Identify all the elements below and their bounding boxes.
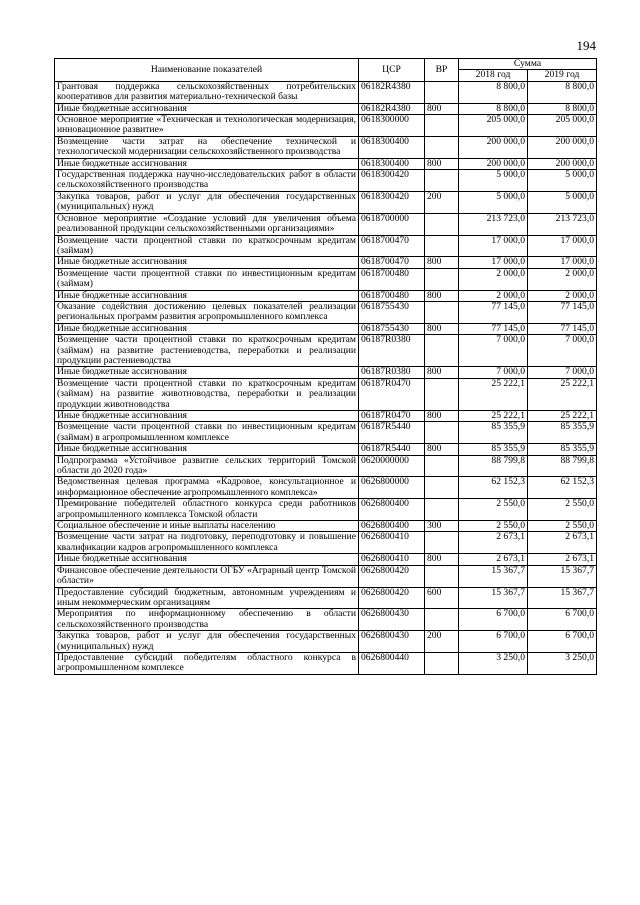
table-row bbox=[55, 554, 597, 565]
table-row bbox=[55, 521, 597, 532]
budget-table bbox=[54, 58, 597, 675]
row-csr: 0618300420 bbox=[359, 191, 425, 213]
row-sum-2019: 5 000,0 bbox=[528, 191, 597, 213]
row-csr: 0618300400 bbox=[359, 158, 425, 169]
row-name: Премирование победителей областного конкурса среди работников агропромышленного комплекса Томской области bbox=[55, 499, 359, 521]
row-sum-2018: 2 000,0 bbox=[459, 290, 528, 301]
row-sum-2018: 7 000,0 bbox=[459, 367, 528, 378]
row-name: Закупка товаров, работ и услуг для обеспечения государственных (муниципальных) нужд bbox=[55, 191, 359, 213]
row-vr: 800 bbox=[425, 257, 459, 268]
row-sum-2018: 25 222,1 bbox=[459, 378, 528, 410]
row-vr: 800 bbox=[425, 158, 459, 169]
row-csr: 0626800420 bbox=[359, 587, 425, 609]
row-csr: 06187R0470 bbox=[359, 378, 425, 410]
row-vr: 800 bbox=[425, 103, 459, 114]
row-sum-2019: 15 367,7 bbox=[528, 587, 597, 609]
row-sum-2018: 15 367,7 bbox=[459, 587, 528, 609]
row-csr: 0618300000 bbox=[359, 115, 425, 137]
table-row bbox=[55, 136, 597, 158]
row-sum-2018: 17 000,0 bbox=[459, 257, 528, 268]
row-vr bbox=[425, 565, 459, 587]
row-sum-2019: 8 800,0 bbox=[528, 103, 597, 114]
row-sum-2018: 25 222,1 bbox=[459, 411, 528, 422]
row-csr: 0626800400 bbox=[359, 521, 425, 532]
row-vr: 800 bbox=[425, 444, 459, 455]
row-sum-2018: 17 000,0 bbox=[459, 235, 528, 257]
row-sum-2018: 2 550,0 bbox=[459, 499, 528, 521]
row-sum-2019: 15 367,7 bbox=[528, 565, 597, 587]
row-csr: 06187R0380 bbox=[359, 335, 425, 367]
row-name: Подпрограмма «Устойчивое развитие сельских территорий Томской области до 2020 года» bbox=[55, 455, 359, 477]
row-name: Оказание содействия достижению целевых показателей реализации региональных программ развития агропромышленного комплекса bbox=[55, 301, 359, 323]
row-name: Иные бюджетные ассигнования bbox=[55, 444, 359, 455]
row-csr: 0626800410 bbox=[359, 554, 425, 565]
row-sum-2018: 6 700,0 bbox=[459, 609, 528, 631]
row-name: Возмещение части затрат на обеспечение технической и технологической модернизации сельскохозяйственного производства bbox=[55, 136, 359, 158]
row-vr bbox=[425, 477, 459, 499]
table-row bbox=[55, 103, 597, 114]
row-sum-2019: 62 152,3 bbox=[528, 477, 597, 499]
row-name: Ведомственная целевая программа «Кадровое, консультационное и информационное обеспечение агропромышленного комплекса» bbox=[55, 477, 359, 499]
row-vr bbox=[425, 455, 459, 477]
row-sum-2018: 6 700,0 bbox=[459, 631, 528, 653]
row-vr bbox=[425, 378, 459, 410]
table-row bbox=[55, 367, 597, 378]
row-name: Мероприятия по информационному обеспечению в области сельскохозяйственного производства bbox=[55, 609, 359, 631]
row-vr bbox=[425, 213, 459, 235]
row-name: Иные бюджетные ассигнования bbox=[55, 323, 359, 334]
row-sum-2019: 25 222,1 bbox=[528, 411, 597, 422]
table-row bbox=[55, 191, 597, 213]
row-vr bbox=[425, 81, 459, 103]
row-vr bbox=[425, 335, 459, 367]
table-row bbox=[55, 532, 597, 554]
row-vr: 800 bbox=[425, 290, 459, 301]
row-csr: 0618700470 bbox=[359, 257, 425, 268]
row-csr: 0618300420 bbox=[359, 170, 425, 192]
page-number: 194 bbox=[576, 38, 596, 53]
row-sum-2018: 2 673,1 bbox=[459, 554, 528, 565]
row-name: Предоставление субсидий бюджетным, автономным учреждениям и иным некоммерческим организациям bbox=[55, 587, 359, 609]
row-name: Основное мероприятие «Техническая и технологическая модернизация, инновационное развитие» bbox=[55, 115, 359, 137]
table-row bbox=[55, 652, 597, 674]
header-name: Наименование показателей bbox=[55, 59, 359, 82]
row-csr: 0618700470 bbox=[359, 235, 425, 257]
row-csr: 0626800440 bbox=[359, 652, 425, 674]
header-2018: 2018 год bbox=[459, 70, 528, 81]
row-csr: 0626800000 bbox=[359, 477, 425, 499]
row-csr: 06187R5440 bbox=[359, 444, 425, 455]
row-vr: 600 bbox=[425, 587, 459, 609]
row-name: Грантовая поддержка сельскохозяйственных потребительских кооперативов для развития материально-технической базы bbox=[55, 81, 359, 103]
row-sum-2018: 205 000,0 bbox=[459, 115, 528, 137]
row-vr: 800 bbox=[425, 554, 459, 565]
row-vr bbox=[425, 235, 459, 257]
row-sum-2018: 85 355,9 bbox=[459, 422, 528, 444]
table-row bbox=[55, 565, 597, 587]
table-row bbox=[55, 477, 597, 499]
row-name: Возмещение части процентной ставки по инвестиционным кредитам (займам) bbox=[55, 268, 359, 290]
table-row bbox=[55, 499, 597, 521]
row-vr bbox=[425, 136, 459, 158]
row-sum-2018: 2 673,1 bbox=[459, 532, 528, 554]
row-sum-2018: 88 799,8 bbox=[459, 455, 528, 477]
row-name: Возмещение части процентной ставки по инвестиционным кредитам (займам) в агропромышленном комплексе bbox=[55, 422, 359, 444]
row-sum-2018: 77 145,0 bbox=[459, 301, 528, 323]
table-row bbox=[55, 378, 597, 410]
row-sum-2019: 77 145,0 bbox=[528, 301, 597, 323]
row-name: Закупка товаров, работ и услуг для обеспечения государственных (муниципальных) нужд bbox=[55, 631, 359, 653]
row-sum-2019: 2 000,0 bbox=[528, 290, 597, 301]
row-name: Иные бюджетные ассигнования bbox=[55, 158, 359, 169]
row-vr bbox=[425, 115, 459, 137]
row-sum-2019: 2 550,0 bbox=[528, 521, 597, 532]
row-csr: 0620000000 bbox=[359, 455, 425, 477]
row-vr bbox=[425, 652, 459, 674]
row-csr: 0618700000 bbox=[359, 213, 425, 235]
row-csr: 06182R4380 bbox=[359, 103, 425, 114]
row-sum-2018: 15 367,7 bbox=[459, 565, 528, 587]
row-sum-2018: 200 000,0 bbox=[459, 158, 528, 169]
row-sum-2018: 8 800,0 bbox=[459, 81, 528, 103]
table-row bbox=[55, 444, 597, 455]
row-csr: 0626800430 bbox=[359, 609, 425, 631]
table-row bbox=[55, 235, 597, 257]
row-sum-2018: 200 000,0 bbox=[459, 136, 528, 158]
header-2019: 2019 год bbox=[528, 70, 597, 81]
row-name: Социальное обеспечение и иные выплаты населению bbox=[55, 521, 359, 532]
row-name: Иные бюджетные ассигнования bbox=[55, 411, 359, 422]
row-csr: 0618755430 bbox=[359, 301, 425, 323]
row-vr bbox=[425, 422, 459, 444]
row-name: Финансовое обеспечение деятельности ОГБУ «Аграрный центр Томской области» bbox=[55, 565, 359, 587]
row-csr: 0618700480 bbox=[359, 290, 425, 301]
row-csr: 0618300400 bbox=[359, 136, 425, 158]
row-sum-2018: 3 250,0 bbox=[459, 652, 528, 674]
row-sum-2018: 7 000,0 bbox=[459, 335, 528, 367]
row-sum-2019: 3 250,0 bbox=[528, 652, 597, 674]
row-vr: 800 bbox=[425, 411, 459, 422]
row-sum-2019: 88 799,8 bbox=[528, 455, 597, 477]
row-sum-2019: 17 000,0 bbox=[528, 235, 597, 257]
row-sum-2019: 5 000,0 bbox=[528, 170, 597, 192]
table-row bbox=[55, 587, 597, 609]
row-vr: 300 bbox=[425, 521, 459, 532]
row-vr: 800 bbox=[425, 367, 459, 378]
table-row bbox=[55, 290, 597, 301]
table-row bbox=[55, 323, 597, 334]
row-sum-2018: 8 800,0 bbox=[459, 103, 528, 114]
table-row bbox=[55, 268, 597, 290]
row-name: Иные бюджетные ассигнования bbox=[55, 367, 359, 378]
row-sum-2019: 85 355,9 bbox=[528, 422, 597, 444]
row-csr: 0626800410 bbox=[359, 532, 425, 554]
row-csr: 06187R0380 bbox=[359, 367, 425, 378]
header-csr: ЦСР bbox=[359, 59, 425, 82]
header-sum: Сумма bbox=[459, 59, 597, 70]
row-sum-2019: 85 355,9 bbox=[528, 444, 597, 455]
row-sum-2019: 213 723,0 bbox=[528, 213, 597, 235]
row-csr: 0618700480 bbox=[359, 268, 425, 290]
row-sum-2019: 7 000,0 bbox=[528, 367, 597, 378]
row-sum-2018: 213 723,0 bbox=[459, 213, 528, 235]
row-csr: 06182R4380 bbox=[359, 81, 425, 103]
header-row bbox=[55, 59, 597, 70]
row-csr: 0626800400 bbox=[359, 499, 425, 521]
row-sum-2019: 205 000,0 bbox=[528, 115, 597, 137]
row-csr: 0618755430 bbox=[359, 323, 425, 334]
row-csr: 0626800420 bbox=[359, 565, 425, 587]
row-sum-2019: 6 700,0 bbox=[528, 609, 597, 631]
row-sum-2019: 2 673,1 bbox=[528, 554, 597, 565]
row-sum-2018: 5 000,0 bbox=[459, 170, 528, 192]
row-name: Иные бюджетные ассигнования bbox=[55, 554, 359, 565]
table-row bbox=[55, 422, 597, 444]
row-sum-2019: 8 800,0 bbox=[528, 81, 597, 103]
table-row bbox=[55, 335, 597, 367]
row-sum-2019: 77 145,0 bbox=[528, 323, 597, 334]
row-vr: 200 bbox=[425, 631, 459, 653]
row-name: Иные бюджетные ассигнования bbox=[55, 103, 359, 114]
row-sum-2019: 2 673,1 bbox=[528, 532, 597, 554]
row-sum-2018: 2 000,0 bbox=[459, 268, 528, 290]
row-vr bbox=[425, 301, 459, 323]
table-row bbox=[55, 411, 597, 422]
table-row bbox=[55, 301, 597, 323]
row-sum-2019: 200 000,0 bbox=[528, 158, 597, 169]
table-row bbox=[55, 455, 597, 477]
row-name: Иные бюджетные ассигнования bbox=[55, 290, 359, 301]
row-name: Государственная поддержка научно-исследовательских работ в области сельскохозяйственного производства bbox=[55, 170, 359, 192]
row-sum-2019: 17 000,0 bbox=[528, 257, 597, 268]
row-vr bbox=[425, 609, 459, 631]
table-row bbox=[55, 158, 597, 169]
header-vr: ВР bbox=[425, 59, 459, 82]
row-sum-2019: 2 000,0 bbox=[528, 268, 597, 290]
table-row bbox=[55, 609, 597, 631]
table-row bbox=[55, 170, 597, 192]
row-sum-2018: 5 000,0 bbox=[459, 191, 528, 213]
row-sum-2018: 85 355,9 bbox=[459, 444, 528, 455]
row-sum-2018: 77 145,0 bbox=[459, 323, 528, 334]
row-sum-2018: 62 152,3 bbox=[459, 477, 528, 499]
row-sum-2019: 200 000,0 bbox=[528, 136, 597, 158]
row-vr bbox=[425, 170, 459, 192]
row-sum-2019: 2 550,0 bbox=[528, 499, 597, 521]
row-csr: 0626800430 bbox=[359, 631, 425, 653]
row-vr bbox=[425, 499, 459, 521]
table-row bbox=[55, 115, 597, 137]
row-sum-2019: 25 222,1 bbox=[528, 378, 597, 410]
row-sum-2019: 7 000,0 bbox=[528, 335, 597, 367]
row-sum-2018: 2 550,0 bbox=[459, 521, 528, 532]
row-name: Возмещение части процентной ставки по краткосрочным кредитам (займам) на развитие животноводства, переработки и реализации продукции животноводства bbox=[55, 378, 359, 410]
row-vr bbox=[425, 268, 459, 290]
table-row bbox=[55, 81, 597, 103]
row-vr: 200 bbox=[425, 191, 459, 213]
row-name: Предоставление субсидий победителям областного конкурса в агропромышленном комплексе bbox=[55, 652, 359, 674]
row-vr: 800 bbox=[425, 323, 459, 334]
row-name: Возмещение части процентной ставки по краткосрочным кредитам (займам) bbox=[55, 235, 359, 257]
row-csr: 06187R0470 bbox=[359, 411, 425, 422]
row-csr: 06187R5440 bbox=[359, 422, 425, 444]
row-vr bbox=[425, 532, 459, 554]
row-name: Иные бюджетные ассигнования bbox=[55, 257, 359, 268]
row-name: Основное мероприятие «Создание условий для увеличения объема реализованной продукции сельскохозяйственными организациями» bbox=[55, 213, 359, 235]
row-sum-2019: 6 700,0 bbox=[528, 631, 597, 653]
table-row bbox=[55, 213, 597, 235]
row-name: Возмещение части затрат на подготовку, переподготовку и повышение квалификации кадров агропромышленного комплекса bbox=[55, 532, 359, 554]
table-row bbox=[55, 631, 597, 653]
row-name: Возмещение части процентной ставки по краткосрочным кредитам (займам) на развитие растениеводства, переработки и реализации продукции растениеводства bbox=[55, 335, 359, 367]
table-row bbox=[55, 257, 597, 268]
